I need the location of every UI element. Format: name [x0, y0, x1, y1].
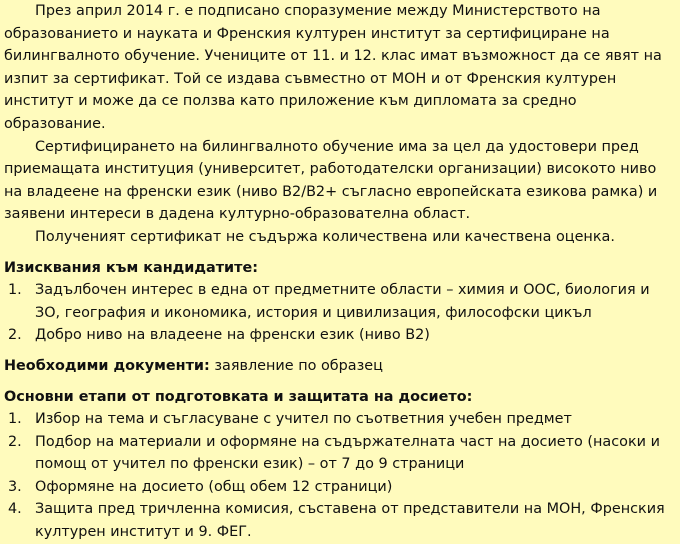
intro-paragraph: Полученият сертификат не съдържа количествена или качествена оценка.	[35, 228, 615, 245]
list-item-text: Избор на тема и съгласуване с учител по съответния учебен предмет	[35, 411, 572, 428]
list-item	[4, 408, 672, 431]
documents-heading: Необходими документи:	[4, 357, 210, 374]
list-item	[4, 476, 672, 499]
list-item-text: Задълбочен интерес в една от предметните области – химия и ООС, биология и ЗО, география и икономика, история и цивилизация, философски цикъл	[35, 282, 650, 321]
intro-paragraph: Сертифицирането на билингвалното обучение има за цел да удостовери пред приемащата институция (университет, работодателски организации) високото ниво на владеене на френски език (ниво B2/B2+ съгласно европейската езикова рамка) и заявени интереси в дадена културно-образователна област.	[4, 138, 658, 223]
intro-paragraph: През април 2014 г. е подписано споразумение между Министерството на образованието и науката и Френския културен институт за сертифициране на билингвалното обучение. Учениците от 11. и 12. клас имат възможност да се явят на изпит за сертификат. Той се издава съвместно от МОН и от Френския културен институт и може да се ползва като приложение към дипломата за средно образование.	[4, 3, 662, 132]
list-item-number: 4.	[8, 501, 22, 518]
list-item-text: Добро ниво на владеене на френски език (ниво B2)	[35, 327, 430, 344]
list-item-text: Защита пред тричленна комисия, съставена от представители на МОН, Френския културен институт и 9. ФЕГ.	[35, 501, 665, 541]
requirements-section	[0, 257, 672, 347]
intro-section	[0, 0, 672, 249]
stages-list	[4, 408, 672, 544]
list-item	[4, 431, 672, 476]
list-item	[4, 324, 672, 347]
documents-text: заявление по образец	[209, 357, 383, 374]
list-item-number: 2.	[8, 433, 22, 450]
list-item-number: 2.	[8, 327, 22, 344]
requirements-heading: Изисквания към кандидатите:	[4, 259, 258, 276]
list-item-number: 1.	[8, 282, 22, 299]
list-item-text: Подбор на материали и оформяне на съдържателната част на досието (насоки и помощ от учител по френски език) – от 7 до 9 страници	[35, 433, 660, 473]
documents-section	[0, 355, 672, 378]
list-item-number: 3.	[8, 478, 22, 495]
list-item	[4, 279, 672, 324]
requirements-list	[4, 279, 672, 347]
list-item-number: 1.	[8, 411, 22, 428]
stages-section	[0, 386, 672, 544]
stages-heading: Основни етапи от подготовката и защитата на досието:	[4, 388, 473, 405]
list-item-text: Оформяне на досието (общ обем 12 страници)	[35, 478, 393, 495]
